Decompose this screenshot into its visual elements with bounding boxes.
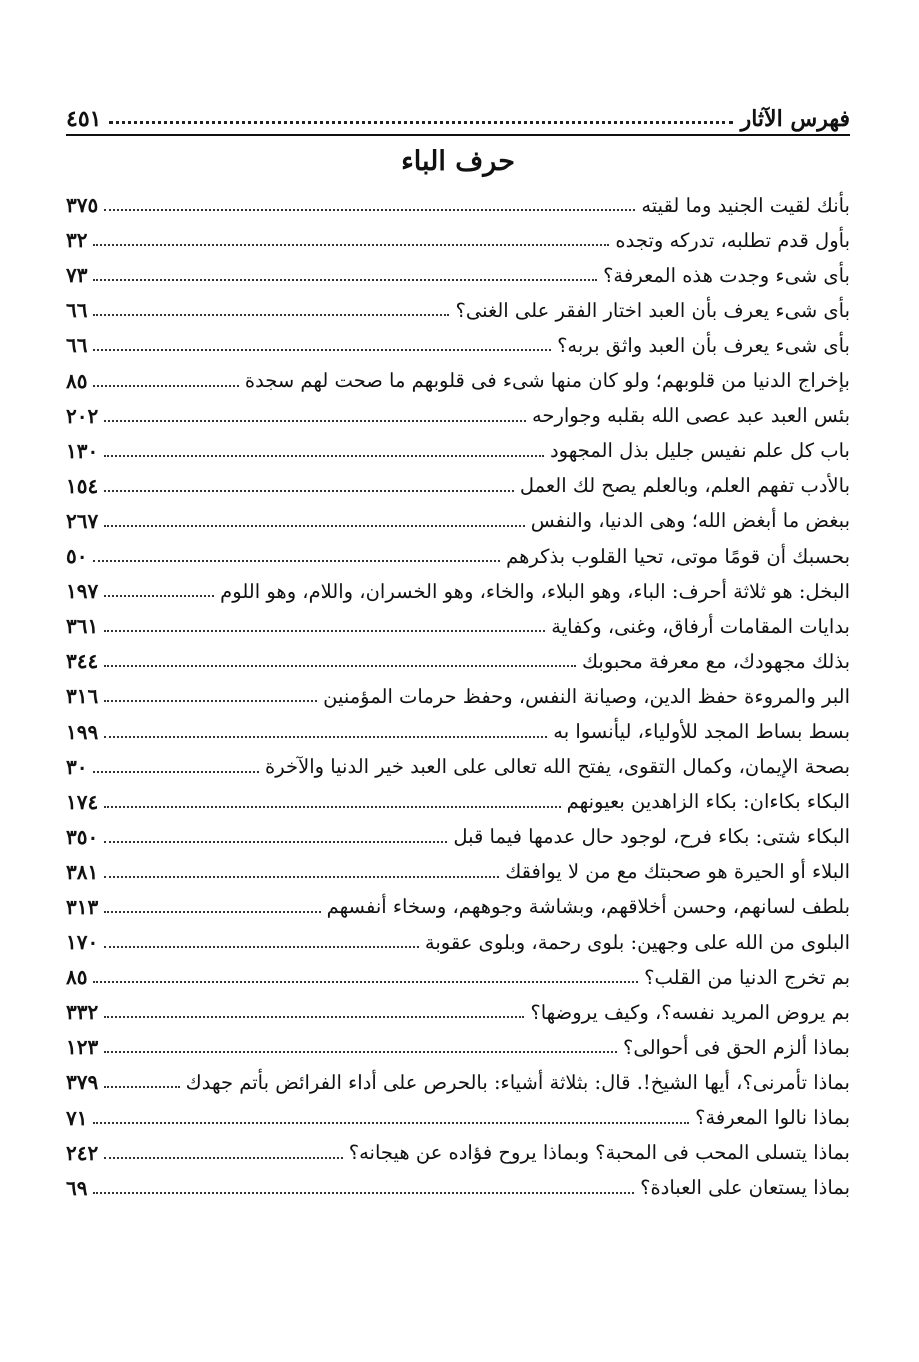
entry-text: بأنك لقيت الجنيد وما لقيته — [641, 193, 850, 217]
index-entry — [66, 396, 850, 431]
entry-page-number: ٨٥ — [66, 965, 88, 990]
leader-dots — [104, 876, 499, 878]
index-entry — [66, 325, 850, 360]
entry-page-number: ٣٧٩ — [66, 1070, 99, 1095]
entry-text: البخل: هو ثلاثة أحرف: الباء، وهو البلاء، والخاء، وهو الخسران، واللام، وهو اللوم — [220, 579, 850, 603]
entry-page-number: ٦٦ — [66, 333, 88, 358]
entry-page-number: ٣٤٤ — [66, 649, 99, 674]
leader-dots — [104, 911, 320, 913]
entry-page-number: ٣٣٢ — [66, 1000, 99, 1025]
index-entry — [66, 606, 850, 641]
leader-dots — [93, 771, 259, 773]
index-entry — [66, 641, 850, 676]
entry-page-number: ٢٠٢ — [66, 403, 99, 428]
index-entry — [66, 817, 850, 852]
entry-page-number: ٣٦١ — [66, 614, 99, 639]
index-entry — [66, 501, 850, 536]
entry-page-number: ٣٢ — [66, 228, 88, 253]
leader-dots — [104, 595, 214, 597]
entry-page-number: ٣٧٥ — [66, 193, 99, 218]
leader-dots — [104, 841, 447, 843]
entry-text: بم يروض المريد نفسه؟، وكيف يروضها؟ — [530, 1000, 850, 1024]
entry-page-number: ٣١٦ — [66, 684, 99, 709]
entry-text: بماذا نالوا المعرفة؟ — [695, 1106, 850, 1130]
entry-text: البلاء أو الحيرة هو صحبتك مع من لا يوافقك — [505, 860, 850, 884]
entry-page-number: ١٩٩ — [66, 719, 99, 744]
entry-page-number: ٧٣ — [66, 263, 88, 288]
index-entry — [66, 466, 850, 501]
index-entry — [66, 255, 850, 290]
leader-dots — [104, 420, 526, 422]
index-entry — [66, 1168, 850, 1203]
index-entry — [66, 782, 850, 817]
entry-page-number: ١٢٣ — [66, 1035, 99, 1060]
leader-dots — [104, 806, 560, 808]
index-entry — [66, 431, 850, 466]
entry-text: بماذا تأمرنى؟، أيها الشيخ!. قال: بثلاثة أشياء: بالحرص على أداء الفرائض بأتم جهدك — [185, 1070, 850, 1094]
entry-text: باب كل علم نفيس جليل بذل المجهود — [549, 439, 850, 463]
index-page — [66, 96, 850, 1203]
index-entry — [66, 957, 850, 992]
leader-dots — [93, 279, 597, 281]
entry-page-number: ١٧٤ — [66, 789, 99, 814]
entry-page-number: ١٩٧ — [66, 579, 99, 604]
leader-dots — [93, 1192, 634, 1194]
entry-page-number: ١٣٠ — [66, 438, 99, 463]
entry-text: بأول قدم تطلبه، تدركه وتجده — [615, 228, 850, 252]
header-title: فهرس الآثار — [740, 106, 850, 132]
entry-page-number: ٢٤٢ — [66, 1140, 99, 1165]
entry-text: البلوى من الله على وجهين: بلوى رحمة، وبلوى عقوبة — [424, 930, 850, 954]
entry-text: البر والمروءة حفظ الدين، وصيانة النفس، وحفظ حرمات المؤمنين — [323, 684, 850, 708]
entry-page-number: ٦٦ — [66, 298, 88, 323]
entry-text: بم تخرج الدنيا من القلب؟ — [644, 965, 850, 989]
index-entry — [66, 992, 850, 1027]
index-entry — [66, 220, 850, 255]
index-entry — [66, 711, 850, 746]
index-entry — [66, 185, 850, 220]
index-entry — [66, 1133, 850, 1168]
header-leader-dots — [109, 121, 732, 124]
entry-text: بسط بساط المجد للأولياء، ليأنسوا به — [553, 720, 850, 743]
index-entry — [66, 1062, 850, 1097]
leader-dots — [93, 244, 609, 246]
leader-dots — [93, 981, 638, 983]
leader-dots — [104, 736, 547, 738]
entries-list — [66, 185, 850, 1203]
leader-dots — [104, 946, 419, 948]
leader-dots — [93, 385, 238, 387]
index-entry — [66, 290, 850, 325]
entry-text: بالأدب تفهم العلم، وبالعلم يصح لك العمل — [519, 474, 850, 498]
entry-page-number: ١٧٠ — [66, 930, 99, 955]
index-entry — [66, 852, 850, 887]
index-entry — [66, 360, 850, 395]
index-entry — [66, 676, 850, 711]
entry-text: بماذا ألزم الحق فى أحوالى؟ — [622, 1035, 850, 1059]
entry-text: بأى شىء يعرف بأن العبد اختار الفقر على الغنى؟ — [455, 298, 850, 322]
entry-page-number: ١٥٤ — [66, 473, 99, 498]
entry-text: البكاء بكاءان: بكاء الزاهدين بعيونهم — [566, 790, 850, 814]
entry-text: ببغض ما أبغض الله؛ وهى الدنيا، والنفس — [530, 509, 850, 533]
entry-page-number: ٣٠ — [66, 754, 88, 779]
leader-dots — [104, 490, 514, 492]
leader-dots — [104, 1086, 179, 1088]
index-entry — [66, 1027, 850, 1062]
leader-dots — [93, 349, 551, 351]
entry-page-number: ٣٥٠ — [66, 824, 99, 849]
page-header — [66, 96, 850, 130]
entry-page-number: ٧١ — [66, 1105, 88, 1130]
section-title: حرف الباء — [401, 146, 515, 177]
leader-dots — [104, 700, 317, 702]
leader-dots — [93, 314, 449, 316]
entry-text: بحسبك أن قومًا موتى، تحيا القلوب بذكرهم — [506, 544, 850, 568]
index-entry — [66, 747, 850, 782]
leader-dots — [104, 455, 544, 457]
entry-text: بلطف لسانهم، وحسن أخلاقهم، وبشاشة وجوههم، وسخاء أنفسهم — [326, 895, 850, 919]
leader-dots — [104, 1051, 617, 1053]
leader-dots — [104, 1157, 342, 1159]
entry-text: بصحة الإيمان، وكمال التقوى، يفتح الله تعالى على العبد خير الدنيا والآخرة — [265, 755, 850, 779]
entry-page-number: ٣١٣ — [66, 894, 99, 919]
entry-page-number: ٨٥ — [66, 368, 88, 393]
leader-dots — [93, 1122, 689, 1124]
header-rule — [66, 134, 850, 136]
entry-page-number: ٢٦٧ — [66, 508, 99, 533]
entry-text: بماذا يتسلى المحب فى المحبة؟ وبماذا يروح فؤاده عن هيجانه؟ — [348, 1141, 850, 1165]
entry-text: البكاء شتى: بكاء فرح، لوجود حال عدمها فيما قبل — [453, 825, 850, 849]
entry-text: بأى شىء يعرف بأن العبد واثق بربه؟ — [557, 333, 850, 357]
index-entry — [66, 887, 850, 922]
header-page-number: ٤٥١ — [66, 106, 102, 132]
index-entry — [66, 922, 850, 957]
leader-dots — [104, 209, 635, 211]
entry-text: بذلك مجهودك، مع معرفة محبوبك — [581, 649, 850, 673]
index-entry — [66, 536, 850, 571]
entry-text: بئس العبد عبد عصى الله بقلبه وجوارحه — [531, 404, 850, 428]
leader-dots — [104, 665, 576, 667]
entry-text: بدايات المقامات أرفاق، وغنى، وكفاية — [551, 614, 850, 638]
index-entry — [66, 1097, 850, 1132]
entry-text: بماذا يستعان على العبادة؟ — [640, 1176, 850, 1200]
entry-text: بأى شىء وجدت هذه المعرفة؟ — [603, 263, 850, 287]
leader-dots — [93, 560, 500, 562]
index-entry — [66, 571, 850, 606]
entry-page-number: ٥٠ — [66, 544, 88, 569]
entry-text: بإخراج الدنيا من قلوبهم؛ ولو كان منها شىء فى قلوبهم ما صحت لهم سجدة — [244, 369, 850, 393]
leader-dots — [104, 630, 545, 632]
entry-page-number: ٣٨١ — [66, 859, 99, 884]
leader-dots — [104, 1016, 524, 1018]
leader-dots — [104, 525, 524, 527]
entry-page-number: ٦٩ — [66, 1175, 88, 1200]
